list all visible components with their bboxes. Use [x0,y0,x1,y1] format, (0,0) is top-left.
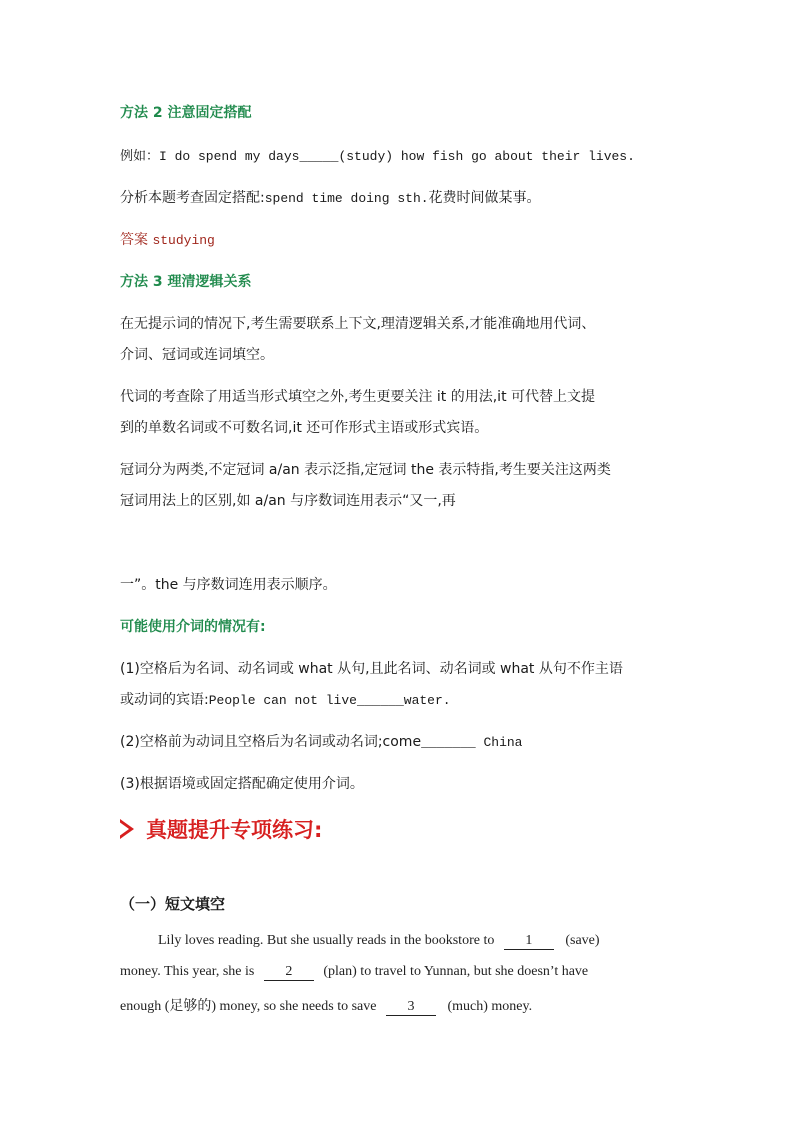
prep-item1-line1: (1)空格后为名词、动名词或 what 从句,且此名词、动名词或 what 从句不作主语 [120,661,623,677]
prep-item2-blank: _______ [421,735,476,750]
method3-title: 方法 3 理清逻辑关系 [120,274,252,290]
passage-line2 [120,964,588,981]
answer-label: 答案 [120,232,148,248]
prep-item1-blank: ______ [356,693,404,708]
passage-line2-rest: (plan) to travel to Yunnan, but she doesn’t have [323,964,589,979]
example-prefix: 例如：I do spend my days [120,149,300,164]
passage-line3-rest: (much) money. [447,999,533,1014]
passage-line1-text: Lily loves reading. But she usually reads in the bookstore to [158,933,495,948]
passage-line1 [158,933,600,950]
method2-analysis [120,187,541,207]
prep-item1-cn: 或动词的宾语: [120,692,209,708]
method3-p1-line1: 在无提示词的情况下,考生需要联系上下文,理清逻辑关系,才能准确地用代词、 [120,316,596,332]
blank-2[interactable]: 2 [264,964,314,981]
section-title-row [120,814,322,844]
prep-item2-cn: (2)空格前为动词且空格后为名词或动名词;come [120,734,422,750]
method3-p3-line3: 一”。the 与序数词连用表示顺序。 [120,577,337,593]
example-blank: _____ [299,149,339,164]
passage-line3 [120,995,532,1016]
prep-item3: (3)根据语境或固定搭配确定使用介词。 [120,776,364,792]
prep-item1-line2 [120,689,451,709]
analysis-cn: 分析本题考查固定搭配: [120,190,265,206]
blank-1[interactable]: 1 [504,933,554,950]
method3-p1-line2: 介词、冠词或连词填空。 [120,347,274,363]
prep-item2-end: China [475,735,523,750]
method2-example [120,145,635,164]
passage-line3-text: enough (足够的) money, so she needs to save [120,999,377,1014]
analysis-cn2: 花费时间做某事。 [428,190,541,206]
method2-title: 方法 2 注意固定搭配 [120,105,252,121]
prep-item1-en: People can not live [208,693,357,708]
analysis-en: spend time doing sth. [264,191,429,206]
exercise-subtitle: （一）短文填空 [120,895,226,913]
method3-p3-line1: 冠词分为两类,不定冠词 a/an 表示泛指,定冠词 the 表示特指,考生要关注这两类 [120,462,611,478]
prepositions-title: 可能使用介词的情况有: [120,619,266,635]
example-suffix: (study) how fish go about their lives. [338,149,635,164]
passage-line2-text: money. This year, she is [120,964,255,979]
method3-p3-line2: 冠词用法上的区别,如 a/an 与序数词连用表示“又一,再 [120,493,456,509]
prep-item1-end: water. [403,693,451,708]
arrow-bullet-icon [120,819,134,839]
section-title: 真题提升专项练习: [146,818,323,842]
prep-item2 [120,731,522,751]
method2-answer [120,229,215,249]
passage-line1-hint: (save) [565,933,600,948]
method3-p2-line1: 代词的考查除了用适当形式填空之外,考生更要关注 it 的用法,it 可代替上文提 [120,389,596,405]
answer-value: studying [152,233,215,248]
blank-3[interactable]: 3 [386,999,436,1016]
method3-p2-line2: 到的单数名词或不可数名词,it 还可作形式主语或形式宾语。 [120,420,489,436]
